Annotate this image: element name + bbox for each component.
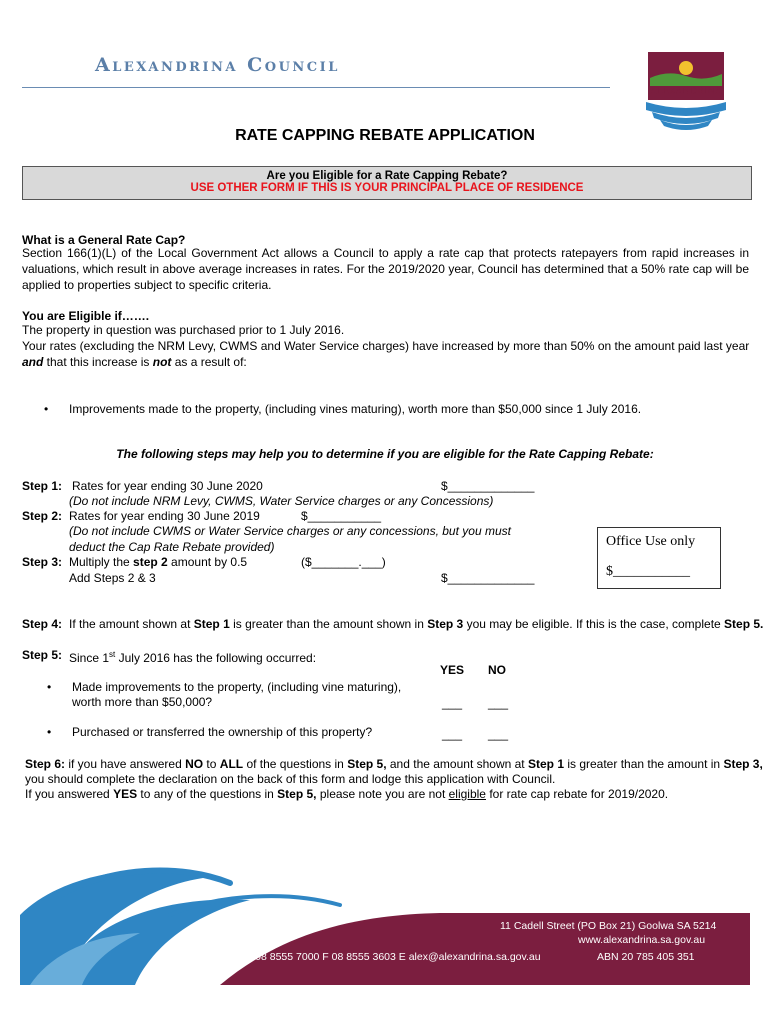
q1-no-blank[interactable]: ___	[488, 696, 509, 710]
step6-l3e: please note you are not	[316, 787, 449, 801]
page-title: RATE CAPPING REBATE APPLICATION	[235, 127, 535, 144]
step6-l3f: eligible	[448, 787, 486, 801]
council-logo	[630, 40, 742, 132]
step6-line-2: you should complete the declaration on the back of this form and lodge this application with Council.	[25, 772, 556, 786]
eligible-heading: You are Eligible if…….	[22, 309, 150, 323]
step2-note-2: deduct the Cap Rate Rebate provided)	[69, 540, 275, 554]
step6-b: NO	[185, 757, 204, 771]
step3-text-c: amount by 0.5	[167, 555, 248, 569]
step3-total-field[interactable]: $_____________	[441, 571, 535, 585]
step6-l3g: for rate cap rebate for 2019/2020.	[485, 787, 669, 801]
line3-text: that this increase is	[43, 355, 153, 369]
step6-label: Step 6:	[25, 757, 66, 771]
step4-d: Step 3	[427, 617, 464, 631]
step4-c: is greater than the amount shown in	[229, 617, 428, 631]
logo-text: ALEXANDRINA	[650, 87, 722, 97]
council-name: Alexandrina Council	[95, 54, 340, 76]
step6-c: to	[203, 757, 220, 771]
header-divider	[22, 87, 610, 88]
eligibility-question: Are you Eligible for a Rate Capping Rebate?	[266, 170, 508, 182]
step6-l3c: to any of the questions in	[137, 787, 278, 801]
step1-field[interactable]: $_____________	[441, 479, 535, 493]
bullet-dot: •	[44, 402, 49, 416]
step1-label: Step 1:	[22, 479, 63, 493]
q1-line-1: Made improvements to the property, (including vine maturing),	[72, 680, 402, 694]
q2-yes-blank[interactable]: ___	[442, 727, 463, 741]
step3-add-text: Add Steps 2 & 3	[69, 571, 156, 585]
step6-h: Step 1	[527, 757, 564, 771]
step6-f: Step 5,	[347, 757, 387, 771]
bullet-dot: •	[47, 680, 52, 694]
general-cap-heading: What is a General Rate Cap?	[22, 233, 186, 247]
step1-note: (Do not include NRM Levy, CWMS, Water Service charges or any Concessions)	[69, 494, 494, 508]
step6-line-3	[25, 786, 668, 802]
step6-l3d: Step 5,	[277, 787, 317, 801]
step3-label: Step 3:	[22, 555, 63, 569]
step1-text: Rates for year ending 30 June 2020	[72, 479, 263, 493]
step6-e: of the questions in	[243, 757, 348, 771]
q1-yes-blank[interactable]: ___	[442, 696, 463, 710]
line3-end: as a result of:	[171, 355, 247, 369]
not-emphasis: not	[152, 355, 172, 369]
step2-label: Step 2:	[22, 509, 63, 523]
footer-contacts: T 08 8555 7000 F 08 8555 3603 E alex@alexandrina.sa.gov.au	[246, 951, 541, 963]
step2-note-1: (Do not include CWMS or Water Service charges or any concessions, but you must	[69, 524, 511, 538]
office-use-field[interactable]: $___________	[606, 564, 690, 579]
yes-header: YES	[440, 663, 465, 677]
step6-i: is greater than the amount in	[564, 757, 724, 771]
bullet-dot: •	[47, 725, 52, 739]
step6-j: Step 3,	[723, 757, 763, 771]
eligible-line-1: The property in question was purchased prior to 1 July 2016.	[22, 323, 345, 337]
sun-icon	[679, 61, 693, 75]
step4-b: Step 1	[193, 617, 230, 631]
footer-website[interactable]: www.alexandrina.sa.gov.au	[578, 934, 706, 946]
step5-b: July 2016 has the following occurred:	[115, 651, 317, 665]
q1-line-2: worth more than $50,000?	[72, 695, 213, 709]
general-cap-body: Section 166(1)(L) of the Local Government Act allows a Council to apply a rate cap that protects ratepayers from rapid increases in valuations, which result in above average increases in rates. For the 2019/2020 year, Council has determined that a 50% rate cap will be applied to properties subject to specific criteria.	[22, 246, 749, 292]
eligibility-banner	[22, 166, 752, 200]
office-use-label: Office Use only	[606, 534, 696, 549]
footer-abn: ABN 20 785 405 351	[597, 951, 695, 963]
office-use-box	[597, 527, 721, 589]
and-emphasis: and	[22, 355, 44, 369]
step4-a: If the amount shown at	[69, 617, 194, 631]
step6-line-1	[25, 756, 763, 772]
step4-label: Step 4:	[22, 617, 63, 631]
step3-field[interactable]: ($_______.___)	[301, 555, 386, 569]
q2-no-blank[interactable]: ___	[488, 727, 509, 741]
step5-text	[69, 647, 316, 666]
step2-text: Rates for year ending 30 June 2019	[69, 509, 260, 523]
step6-l3b: YES	[113, 787, 138, 801]
eligible-bullet: Improvements made to the property, (including vines maturing), worth more than $50,000 since 1 July 2016.	[69, 402, 642, 416]
step6-a: if you have answered	[65, 757, 186, 771]
q2-text: Purchased or transferred the ownership of this property?	[72, 725, 373, 739]
eligibility-warning: USE OTHER FORM IF THIS IS YOUR PRINCIPAL PLACE OF RESIDENCE	[190, 182, 584, 194]
step4-text	[69, 616, 763, 632]
step2-field[interactable]: $___________	[301, 509, 382, 523]
step3-text-b: step 2	[133, 555, 168, 569]
eligible-line-2: Your rates (excluding the NRM Levy, CWMS and Water Service charges) have increased by more than 50% on the amount paid last year	[22, 339, 750, 353]
step3-text-a: Multiply the	[69, 555, 134, 569]
step6-d: ALL	[219, 757, 244, 771]
step6-l3a: If you answered	[25, 787, 114, 801]
step3-text	[69, 554, 247, 570]
step5-a: Since 1	[69, 651, 110, 665]
step4-f: Step 5.	[724, 617, 764, 631]
step5-sup: st	[109, 650, 116, 659]
step4-e: you may be eligible. If this is the case, complete	[463, 617, 725, 631]
step6-g: and the amount shown at	[386, 757, 528, 771]
step5-label: Step 5:	[22, 648, 63, 662]
steps-heading: The following steps may help you to determine if you are eligible for the Rate Capping Rebate:	[116, 447, 654, 461]
no-header: NO	[488, 663, 506, 677]
eligible-line-3	[22, 354, 247, 370]
footer-address: 11 Cadell Street (PO Box 21) Goolwa SA 5214	[500, 920, 717, 932]
